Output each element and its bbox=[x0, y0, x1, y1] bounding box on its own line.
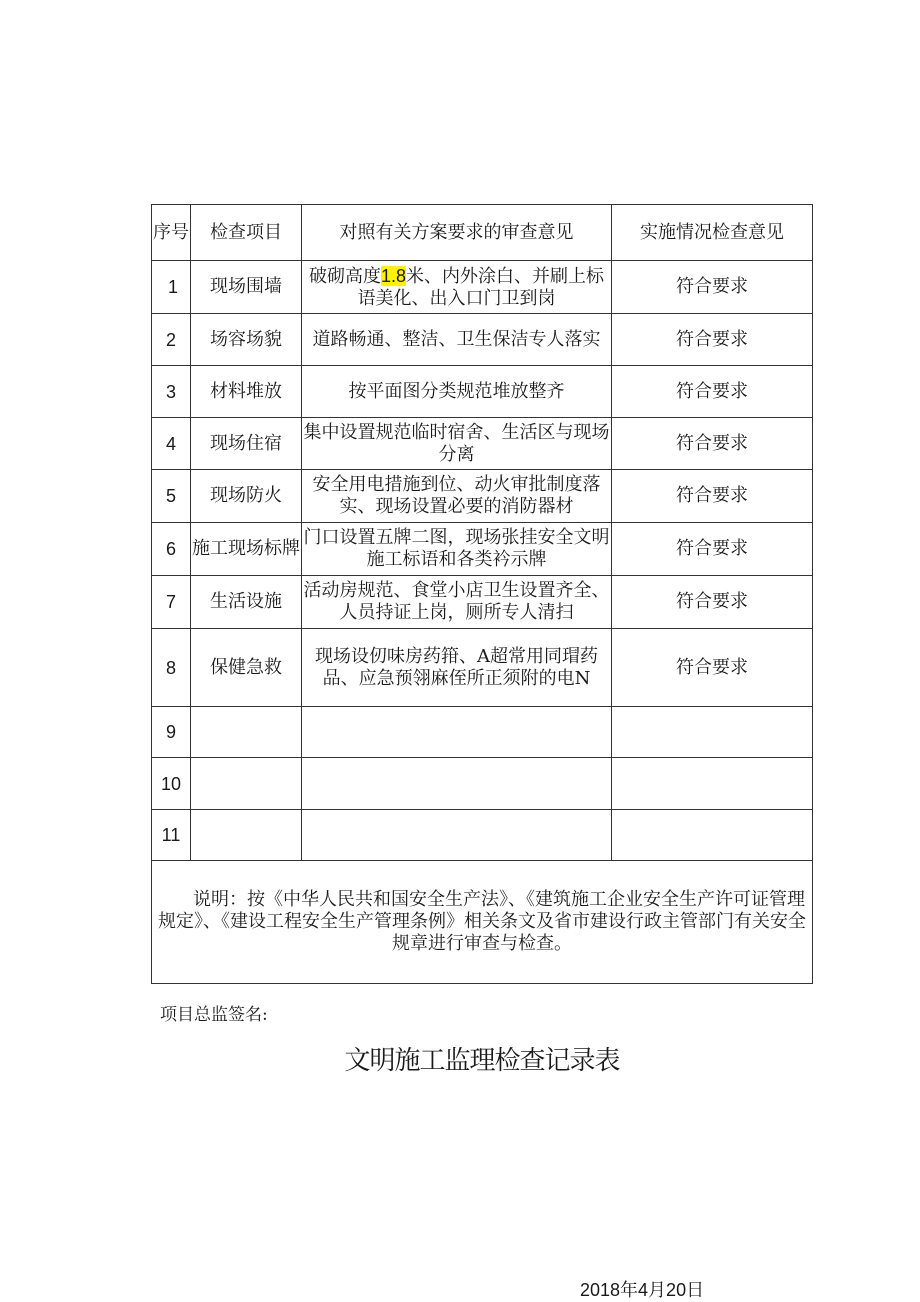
row-seq: 6 bbox=[152, 523, 191, 576]
row-review: 集中设置规范临时宿舍、生活区与现场分离 bbox=[302, 418, 612, 470]
row-item: 现场围墙 bbox=[191, 261, 302, 314]
row-result: 符合要求 bbox=[612, 366, 813, 418]
table-row bbox=[152, 314, 813, 366]
row-item bbox=[191, 810, 302, 861]
row-item: 生活设施 bbox=[191, 576, 302, 629]
table-row bbox=[152, 810, 813, 861]
table-row bbox=[152, 576, 813, 629]
inspection-table bbox=[151, 204, 813, 984]
table-row bbox=[152, 758, 813, 810]
row-seq: 5 bbox=[152, 470, 191, 523]
row-review: 道路畅通、整洁、卫生保洁专人落实 bbox=[302, 314, 612, 366]
row-seq: 7 bbox=[152, 576, 191, 629]
row-result: 符合要求 bbox=[612, 576, 813, 629]
row-result: 符合要求 bbox=[612, 470, 813, 523]
row-seq: 2 bbox=[152, 314, 191, 366]
row-result: 符合要求 bbox=[612, 629, 813, 707]
row-seq: 3 bbox=[152, 366, 191, 418]
table-row bbox=[152, 470, 813, 523]
row-review bbox=[302, 261, 612, 314]
row-seq: 1 bbox=[152, 261, 191, 314]
row-seq: 4 bbox=[152, 418, 191, 470]
row-result bbox=[612, 810, 813, 861]
note-text: 说明：按《中华人民共和国安全生产法》、《建筑施工企业安全生产许可证管理规定》、《建设工程安全生产管理条例》相关条文及省市建设行政主管部门有关安全规章进行审查与检查。 bbox=[152, 861, 813, 984]
row-item: 施工现场标牌 bbox=[191, 523, 302, 576]
row-seq: 8 bbox=[152, 629, 191, 707]
row-item bbox=[191, 707, 302, 758]
row-seq: 11 bbox=[152, 810, 191, 861]
header-result: 实施情况检查意见 bbox=[612, 205, 813, 261]
row-review: 现场设仞味房药箝、A超常用同瑁药品、应急预翎麻侄所正须附的电N bbox=[302, 629, 612, 707]
row-review: 活动房规范、食堂小店卫生设置齐全、人员持证上岗，厕所专人清扫 bbox=[302, 576, 612, 629]
row-result: 符合要求 bbox=[612, 314, 813, 366]
review-text: 破砌高度 bbox=[308, 265, 381, 287]
row-result: 符合要求 bbox=[612, 523, 813, 576]
row-review bbox=[302, 810, 612, 861]
row-item: 现场住宿 bbox=[191, 418, 302, 470]
note-row bbox=[152, 861, 813, 984]
table-row bbox=[152, 707, 813, 758]
row-seq: 9 bbox=[152, 707, 191, 758]
row-result: 符合要求 bbox=[612, 418, 813, 470]
row-seq: 10 bbox=[152, 758, 191, 810]
review-text: 米、内外涂白、并刷上标语美化、出入口门卫到岗 bbox=[357, 265, 605, 309]
row-item: 现场防火 bbox=[191, 470, 302, 523]
table-row bbox=[152, 418, 813, 470]
table-header-row bbox=[152, 205, 813, 261]
row-review: 按平面图分类规范堆放整齐 bbox=[302, 366, 612, 418]
row-review: 安全用电措施到位、动火审批制度落实、现场设置必要的消防器材 bbox=[302, 470, 612, 523]
document-title: 文明施工监理检查记录表 bbox=[344, 1045, 620, 1075]
row-item bbox=[191, 758, 302, 810]
highlighted-value: 1.8 bbox=[380, 265, 407, 286]
row-review bbox=[302, 758, 612, 810]
table-row bbox=[152, 629, 813, 707]
table-row bbox=[152, 261, 813, 314]
row-item: 保健急救 bbox=[191, 629, 302, 707]
row-item: 材料堆放 bbox=[191, 366, 302, 418]
table-row bbox=[152, 366, 813, 418]
document-date: 2018年4月20日 bbox=[580, 1280, 705, 1300]
row-result: 符合要求 bbox=[612, 261, 813, 314]
row-item: 场容场貌 bbox=[191, 314, 302, 366]
header-seq: 序号 bbox=[152, 205, 191, 261]
signature-label: 项目总监签名: bbox=[160, 1005, 268, 1025]
header-review: 对照有关方案要求的审查意见 bbox=[302, 205, 612, 261]
header-item: 检查项目 bbox=[191, 205, 302, 261]
row-result bbox=[612, 707, 813, 758]
table-row bbox=[152, 523, 813, 576]
row-review bbox=[302, 707, 612, 758]
row-review: 门口设置五牌二图，现场张挂安全文明施工标语和各类衿示牌 bbox=[302, 523, 612, 576]
row-result bbox=[612, 758, 813, 810]
